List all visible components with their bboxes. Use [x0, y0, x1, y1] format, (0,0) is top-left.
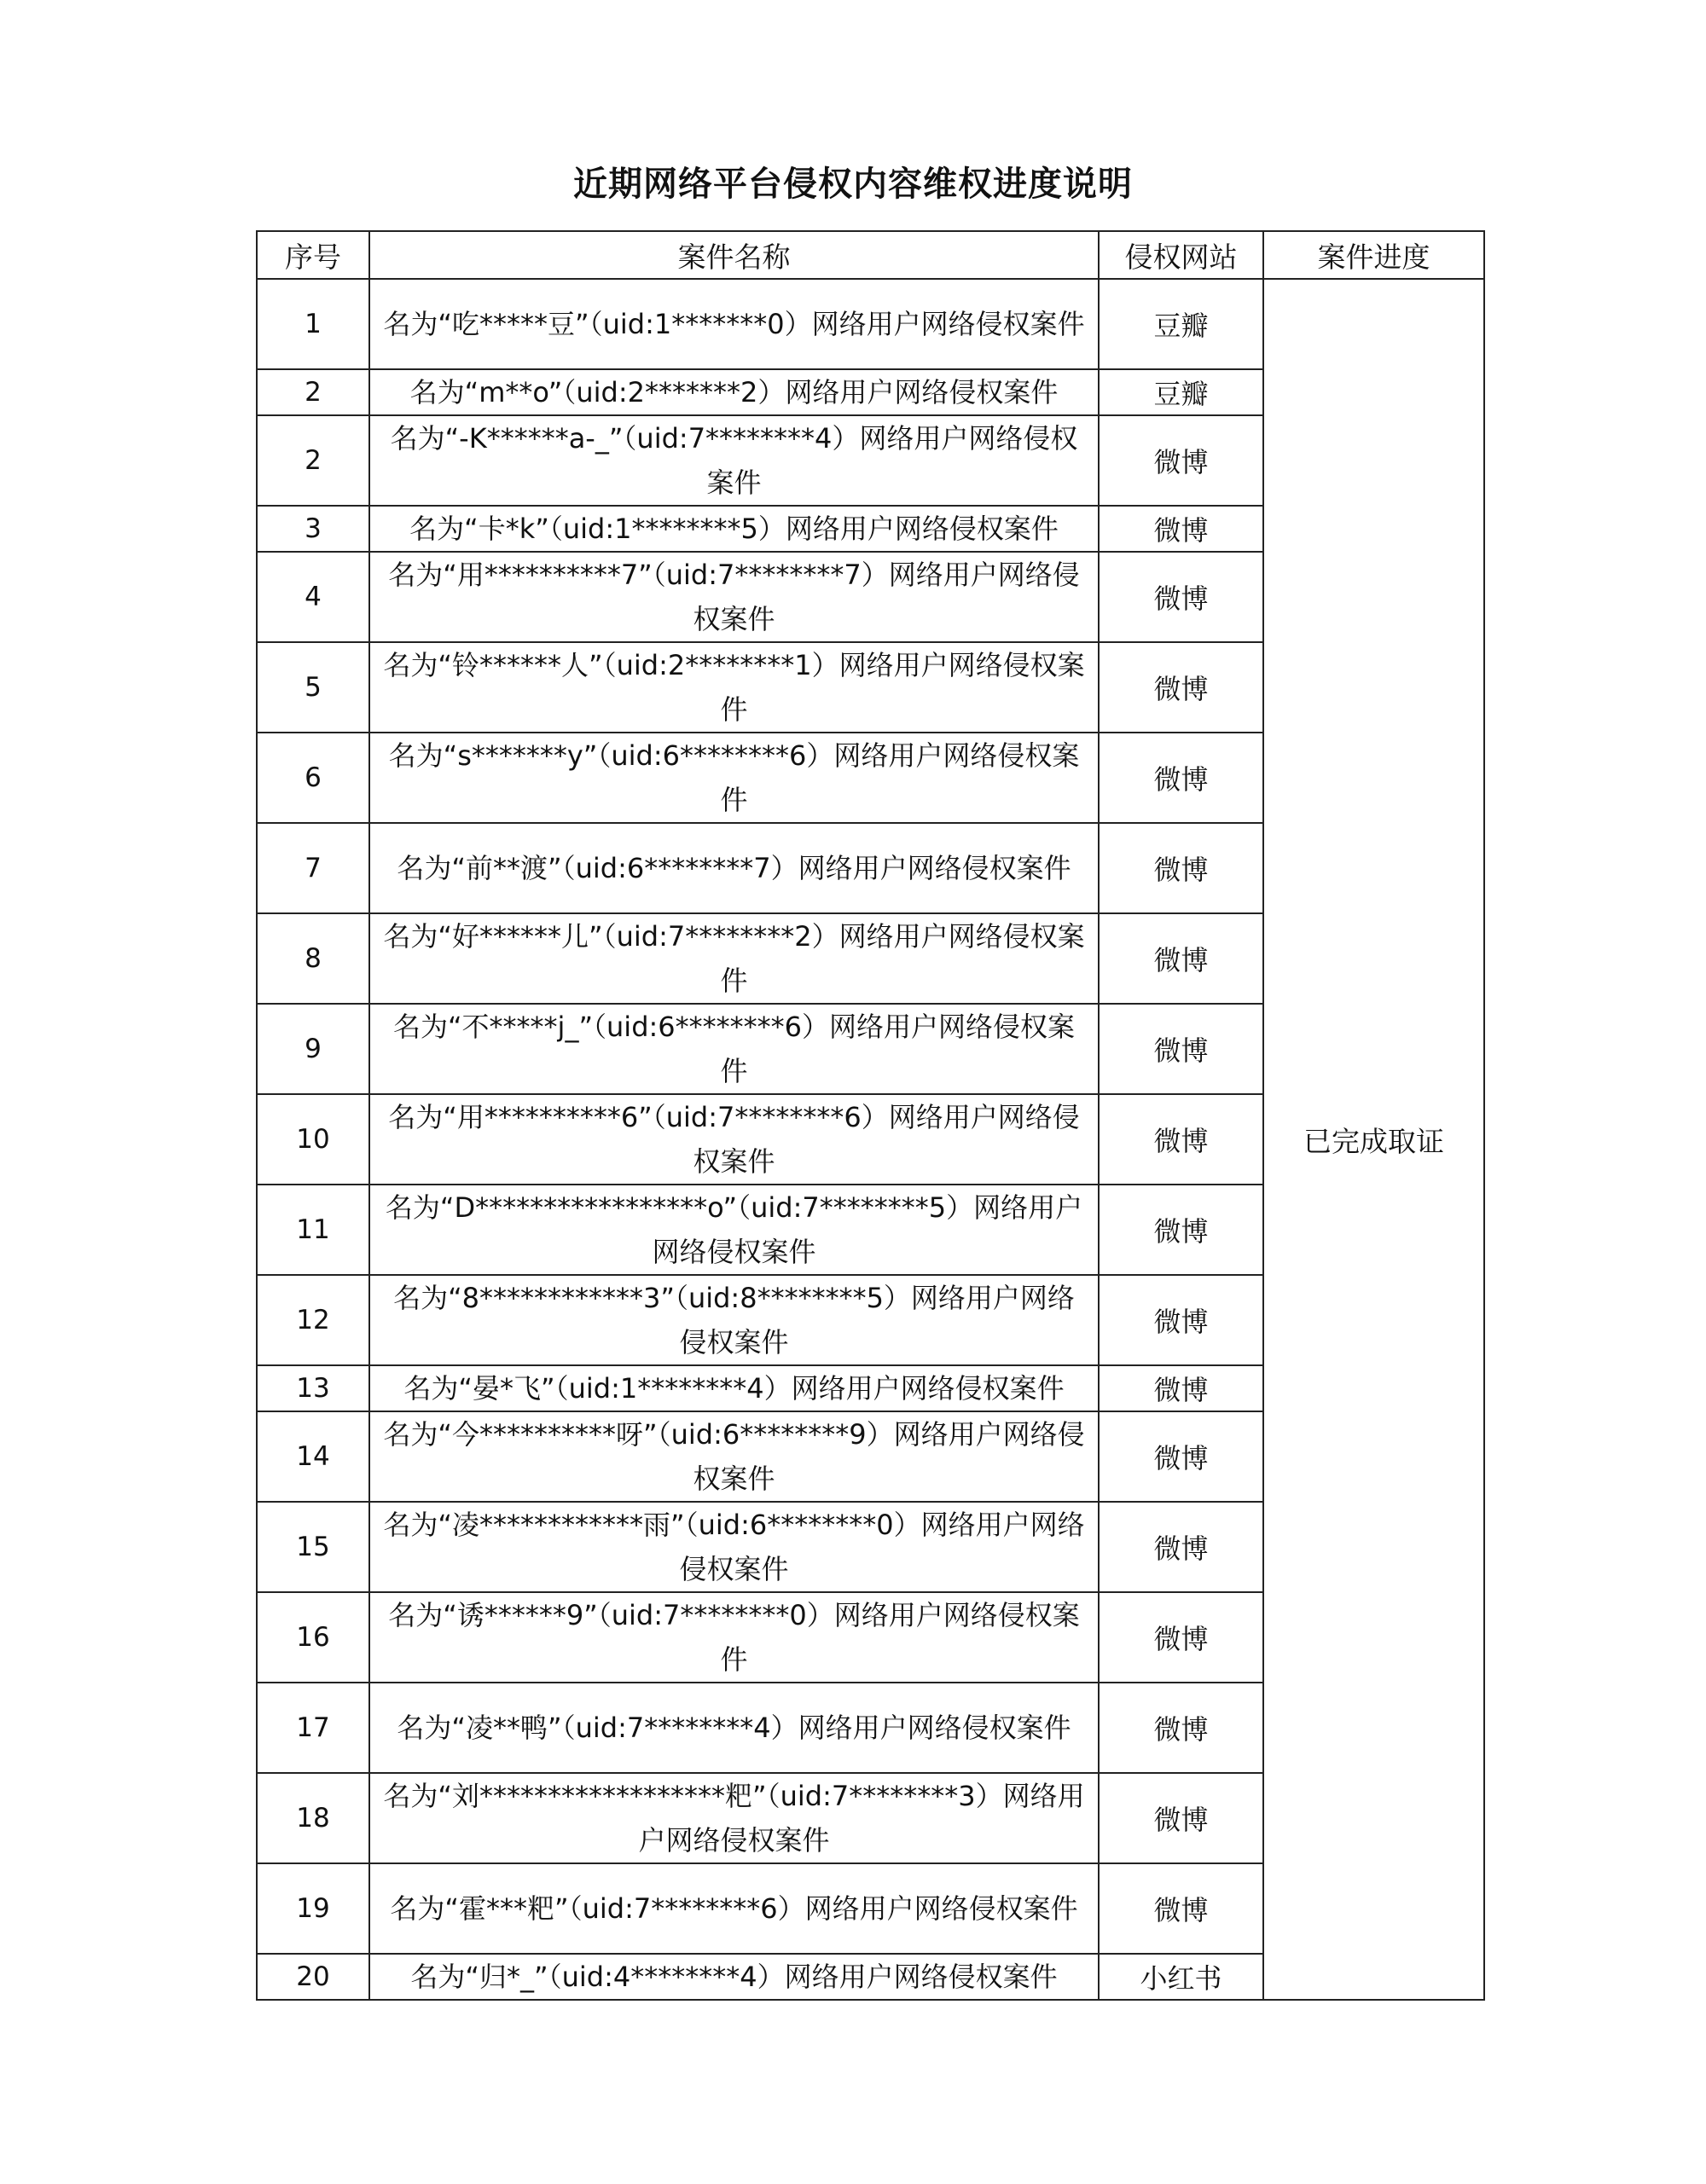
row-case-name: 名为“不*****j_”（uid:6********6）网络用户网络侵权案件: [369, 1004, 1099, 1094]
header-progress: 案件进度: [1263, 231, 1484, 279]
row-case-name: 名为“用**********7”（uid:7********7）网络用户网络侵权案件: [369, 552, 1099, 642]
header-seq: 序号: [257, 231, 369, 279]
row-site: 微博: [1099, 1502, 1263, 1592]
row-seq: 3: [257, 506, 369, 552]
row-case-name: 名为“前**渡”（uid:6********7）网络用户网络侵权案件: [369, 823, 1099, 913]
row-site: 微博: [1099, 913, 1263, 1004]
row-site: 豆瓣: [1099, 369, 1263, 415]
row-case-name: 名为“归*_”（uid:4********4）网络用户网络侵权案件: [369, 1954, 1099, 2000]
row-seq: 2: [257, 369, 369, 415]
row-site: 微博: [1099, 1185, 1263, 1275]
row-site: 微博: [1099, 415, 1263, 506]
row-site: 微博: [1099, 1863, 1263, 1954]
row-seq: 14: [257, 1411, 369, 1502]
row-seq: 4: [257, 552, 369, 642]
row-case-name: 名为“m**o”（uid:2*******2）网络用户网络侵权案件: [369, 369, 1099, 415]
row-seq: 1: [257, 279, 369, 369]
row-seq: 5: [257, 642, 369, 733]
row-case-name: 名为“吃*****豆”（uid:1*******0）网络用户网络侵权案件: [369, 279, 1099, 369]
row-case-name: 名为“用**********6”（uid:7********6）网络用户网络侵权案件: [369, 1094, 1099, 1185]
row-site: 微博: [1099, 1275, 1263, 1365]
row-case-name: 名为“霍***粑”（uid:7********6）网络用户网络侵权案件: [369, 1863, 1099, 1954]
table-header-row: [257, 231, 1484, 279]
row-case-name: 名为“今**********呀”（uid:6********9）网络用户网络侵权案件: [369, 1411, 1099, 1502]
row-case-name: 名为“8************3”（uid:8********5）网络用户网络侵权案件: [369, 1275, 1099, 1365]
row-case-name: 名为“凌************雨”（uid:6********0）网络用户网络侵权案件: [369, 1502, 1099, 1592]
row-seq: 17: [257, 1683, 369, 1773]
row-site: 微博: [1099, 642, 1263, 733]
row-site: 微博: [1099, 1592, 1263, 1683]
row-case-name: 名为“铃******人”（uid:2********1）网络用户网络侵权案件: [369, 642, 1099, 733]
row-seq: 2: [257, 415, 369, 506]
row-seq: 20: [257, 1954, 369, 2000]
header-case-name: 案件名称: [369, 231, 1099, 279]
row-site: 微博: [1099, 823, 1263, 913]
row-site: 微博: [1099, 1004, 1263, 1094]
table-row: [257, 279, 1484, 369]
row-seq: 15: [257, 1502, 369, 1592]
row-case-name: 名为“卡*k”（uid:1********5）网络用户网络侵权案件: [369, 506, 1099, 552]
row-seq: 16: [257, 1592, 369, 1683]
row-site: 微博: [1099, 1094, 1263, 1185]
row-seq: 10: [257, 1094, 369, 1185]
case-table: [256, 230, 1485, 2001]
row-site: 微博: [1099, 506, 1263, 552]
row-site: 微博: [1099, 552, 1263, 642]
row-site: 微博: [1099, 1411, 1263, 1502]
row-seq: 6: [257, 733, 369, 823]
row-site: 微博: [1099, 733, 1263, 823]
row-seq: 19: [257, 1863, 369, 1954]
row-site: 微博: [1099, 1365, 1263, 1411]
row-seq: 13: [257, 1365, 369, 1411]
row-seq: 8: [257, 913, 369, 1004]
row-seq: 18: [257, 1773, 369, 1863]
row-seq: 7: [257, 823, 369, 913]
case-progress-cell: 已完成取证: [1263, 279, 1484, 2000]
row-case-name: 名为“-K******a-_”（uid:7********4）网络用户网络侵权案件: [369, 415, 1099, 506]
row-case-name: 名为“D*****************o”（uid:7********5）网络用户网络侵权案件: [369, 1185, 1099, 1275]
row-site: 微博: [1099, 1773, 1263, 1863]
row-seq: 12: [257, 1275, 369, 1365]
row-site: 小红书: [1099, 1954, 1263, 2000]
row-seq: 11: [257, 1185, 369, 1275]
document-title: 近期网络平台侵权内容维权进度说明: [573, 165, 1133, 204]
row-case-name: 名为“好******儿”（uid:7********2）网络用户网络侵权案件: [369, 913, 1099, 1004]
row-case-name: 名为“诱******9”（uid:7********0）网络用户网络侵权案件: [369, 1592, 1099, 1683]
header-site: 侵权网站: [1099, 231, 1263, 279]
row-site: 微博: [1099, 1683, 1263, 1773]
row-site: 豆瓣: [1099, 279, 1263, 369]
row-case-name: 名为“晏*飞”（uid:1********4）网络用户网络侵权案件: [369, 1365, 1099, 1411]
row-case-name: 名为“刘******************粑”（uid:7********3）网络用户网络侵权案件: [369, 1773, 1099, 1863]
row-seq: 9: [257, 1004, 369, 1094]
row-case-name: 名为“s*******y”（uid:6********6）网络用户网络侵权案件: [369, 733, 1099, 823]
row-case-name: 名为“凌**鸭”（uid:7********4）网络用户网络侵权案件: [369, 1683, 1099, 1773]
